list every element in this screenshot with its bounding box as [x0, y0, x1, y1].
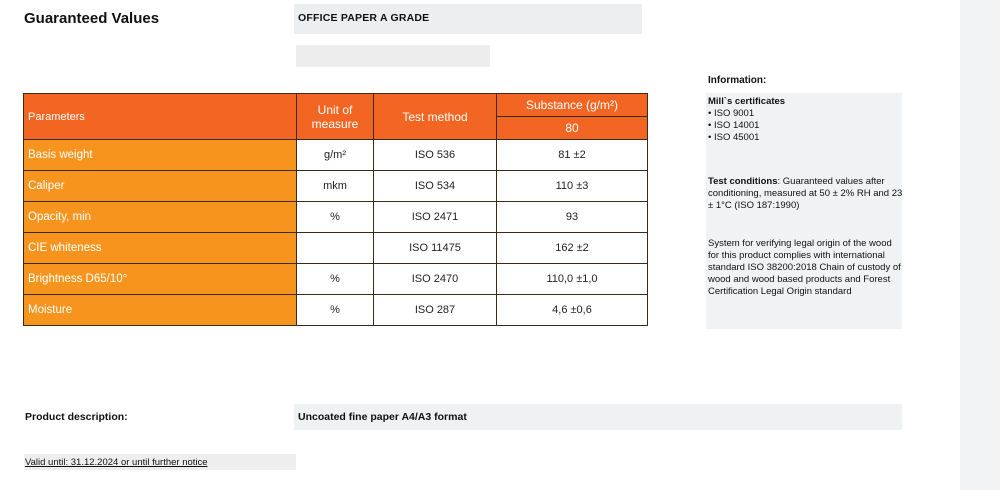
table-row — [24, 140, 648, 171]
param-value: 110 ±3 — [497, 171, 648, 202]
table-row — [24, 295, 648, 326]
param-value: 162 ±2 — [497, 233, 648, 264]
information-heading: Information: — [708, 75, 767, 86]
validity-note: Valid until: 31.12.2024 or until further notice — [25, 457, 208, 468]
blank-field — [296, 45, 490, 67]
param-value: 81 ±2 — [497, 140, 648, 171]
header-test-method: Test method — [374, 94, 497, 140]
param-unit: g/m² — [297, 140, 374, 171]
param-test: ISO 2471 — [374, 202, 497, 233]
param-test: ISO 536 — [374, 140, 497, 171]
param-name: Basis weight — [24, 140, 297, 171]
param-test: ISO 11475 — [374, 233, 497, 264]
test-conditions — [708, 176, 904, 212]
header-substance: Substance (g/m²) — [497, 94, 648, 117]
header-unit: Unit of measure — [297, 94, 374, 140]
table-row — [24, 171, 648, 202]
param-test: ISO 534 — [374, 171, 497, 202]
param-name: CIE whiteness — [24, 233, 297, 264]
param-name: Opacity, min — [24, 202, 297, 233]
header-parameters: Parameters — [24, 94, 297, 140]
param-name: Caliper — [24, 171, 297, 202]
certificates-list — [708, 108, 904, 144]
list-item: • ISO 9001 — [708, 108, 755, 119]
table-row — [24, 264, 648, 295]
certificates-heading: Mill`s certificates — [708, 96, 786, 107]
right-margin-strip — [960, 0, 1000, 490]
param-value: 93 — [497, 202, 648, 233]
param-name: Brightness D65/10° — [24, 264, 297, 295]
product-description-label: Product description: — [25, 411, 128, 423]
list-item: • ISO 14001 — [708, 120, 760, 131]
product-grade: OFFICE PAPER A GRADE — [298, 12, 430, 24]
param-value: 4,6 ±0,6 — [497, 295, 648, 326]
param-unit: % — [297, 202, 374, 233]
table-row — [24, 233, 648, 264]
list-item: • ISO 45001 — [708, 132, 760, 143]
certificates-block — [708, 96, 904, 144]
header-substance-value: 80 — [497, 117, 648, 140]
test-conditions-label: Test conditions — [708, 176, 778, 187]
param-unit: % — [297, 295, 374, 326]
guaranteed-values-table — [23, 93, 648, 326]
param-unit: mkm — [297, 171, 374, 202]
legal-origin-text: System for verifying legal origin of the wood for this product complies with international standard ISO 38200:2018 Chain of custody of wood and wood based products and Forest Certification Legal Origin standard — [708, 238, 901, 297]
param-unit: % — [297, 264, 374, 295]
table-row — [24, 202, 648, 233]
param-value: 110,0 ±1,0 — [497, 264, 648, 295]
test-conditions-text: : Guaranteed values after conditioning, measured at 50 ± 2% RH and 23 ± 1°C (ISO 187:1990) — [708, 176, 903, 211]
param-name: Moisture — [24, 295, 297, 326]
param-test: ISO 2470 — [374, 264, 497, 295]
param-test: ISO 287 — [374, 295, 497, 326]
page-title: Guaranteed Values — [24, 10, 160, 27]
param-unit — [297, 233, 374, 264]
product-description-value: Uncoated fine paper A4/A3 format — [298, 411, 467, 423]
